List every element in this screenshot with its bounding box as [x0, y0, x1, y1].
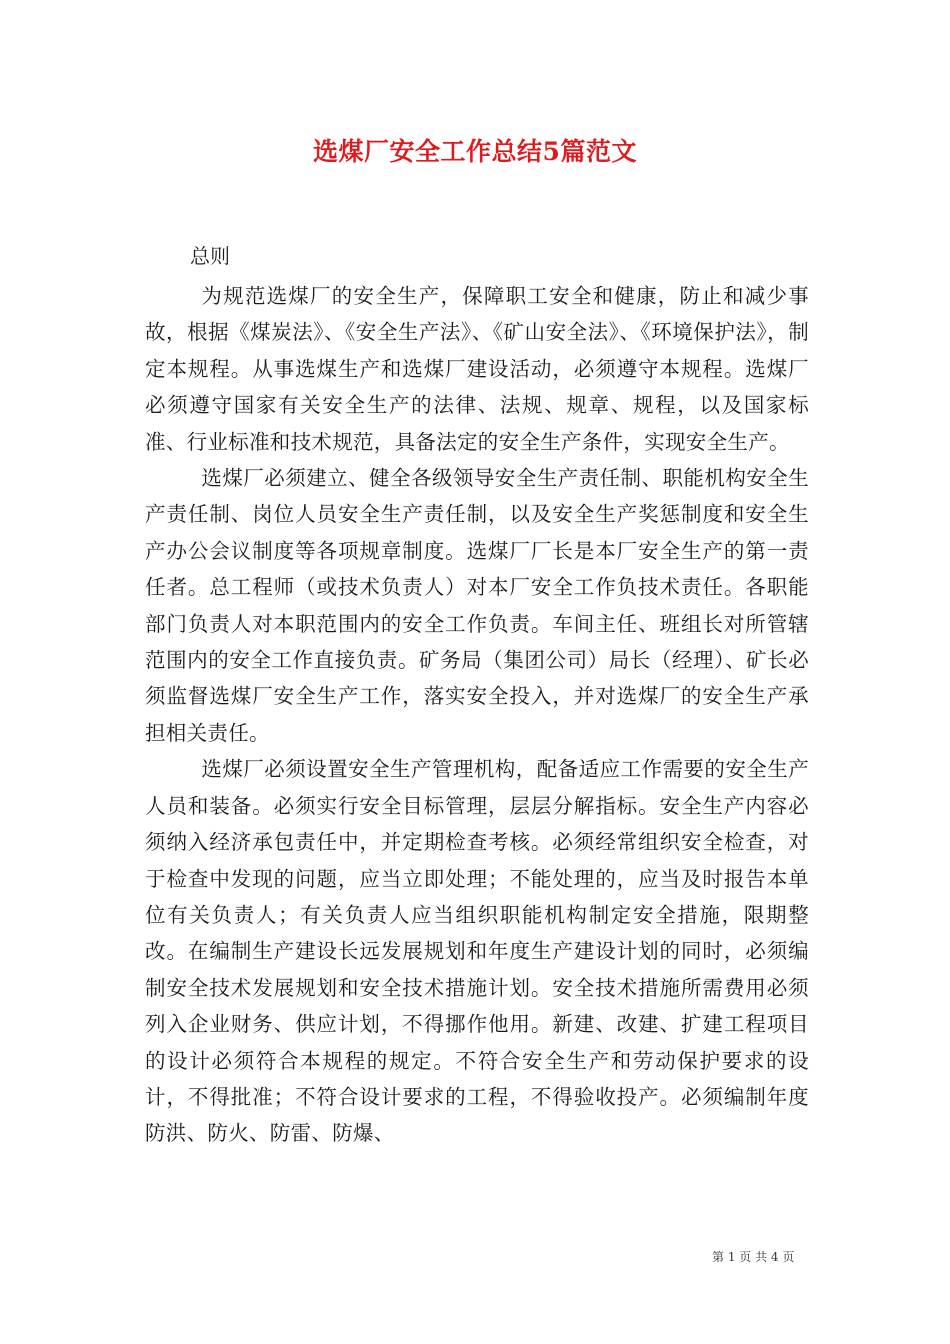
document-body — [145, 278, 809, 1152]
document-title: 选煤厂安全工作总结5篇范文 — [313, 137, 637, 166]
paragraph-2: 选煤厂必须建立、健全各级领导安全生产责任制、职能机构安全生产责任制、岗位人员安全生产责任制，以及安全生产奖惩制度和安全生产办公会议制度等各项规章制度。选煤厂厂长是本厂安全生产的第一责任者。总工程师（或技术负责人）对本厂安全工作负技术责任。各职能部门负责人对本职范围内的安全工作负责。车间主任、班组长对所管辖范围内的安全工作直接负责。矿务局（集团公司）局长（经理）、矿长必须监督选煤厂安全生产工作，落实安全投入，并对选煤厂的安全生产承担相关责任。 — [145, 466, 809, 745]
section-heading: 总则 — [190, 244, 230, 268]
page-number: 第 1 页 共 4 页 — [712, 1250, 795, 1264]
paragraph-1: 为规范选煤厂的安全生产，保障职工安全和健康，防止和减少事故，根据《煤炭法》、《安全生产法》、《矿山安全法》、《环境保护法》，制定本规程。从事选煤生产和选煤厂建设活动，必须遵守本规程。选煤厂必须遵守国家有关安全生产的法律、法规、规章、规程，以及国家标准、行业标准和技术规范，具备法定的安全生产条件，实现安全生产。 — [145, 284, 809, 454]
paragraph-3: 选煤厂必须设置安全生产管理机构，配备适应工作需要的安全生产人员和装备。必须实行安全目标管理，层层分解指标。安全生产内容必须纳入经济承包责任中，并定期检查考核。必须经常组织安全检查，对于检查中发现的问题，应当立即处理；不能处理的，应当及时报告本单位有关负责人；有关负责人应当组织职能机构制定安全措施，限期整改。在编制生产建设长远发展规划和年度生产建设计划的同时，必须编制安全技术发展规划和安全技术措施计划。安全技术措施所需费用必须列入企业财务、供应计划，不得挪作他用。新建、改建、扩建工程项目的设计必须符合本规程的规定。不符合安全生产和劳动保护要求的设计，不得批准；不符合设计要求的工程，不得验收投产。必须编制年度防洪、防火、防雷、防爆、 — [145, 757, 809, 1146]
